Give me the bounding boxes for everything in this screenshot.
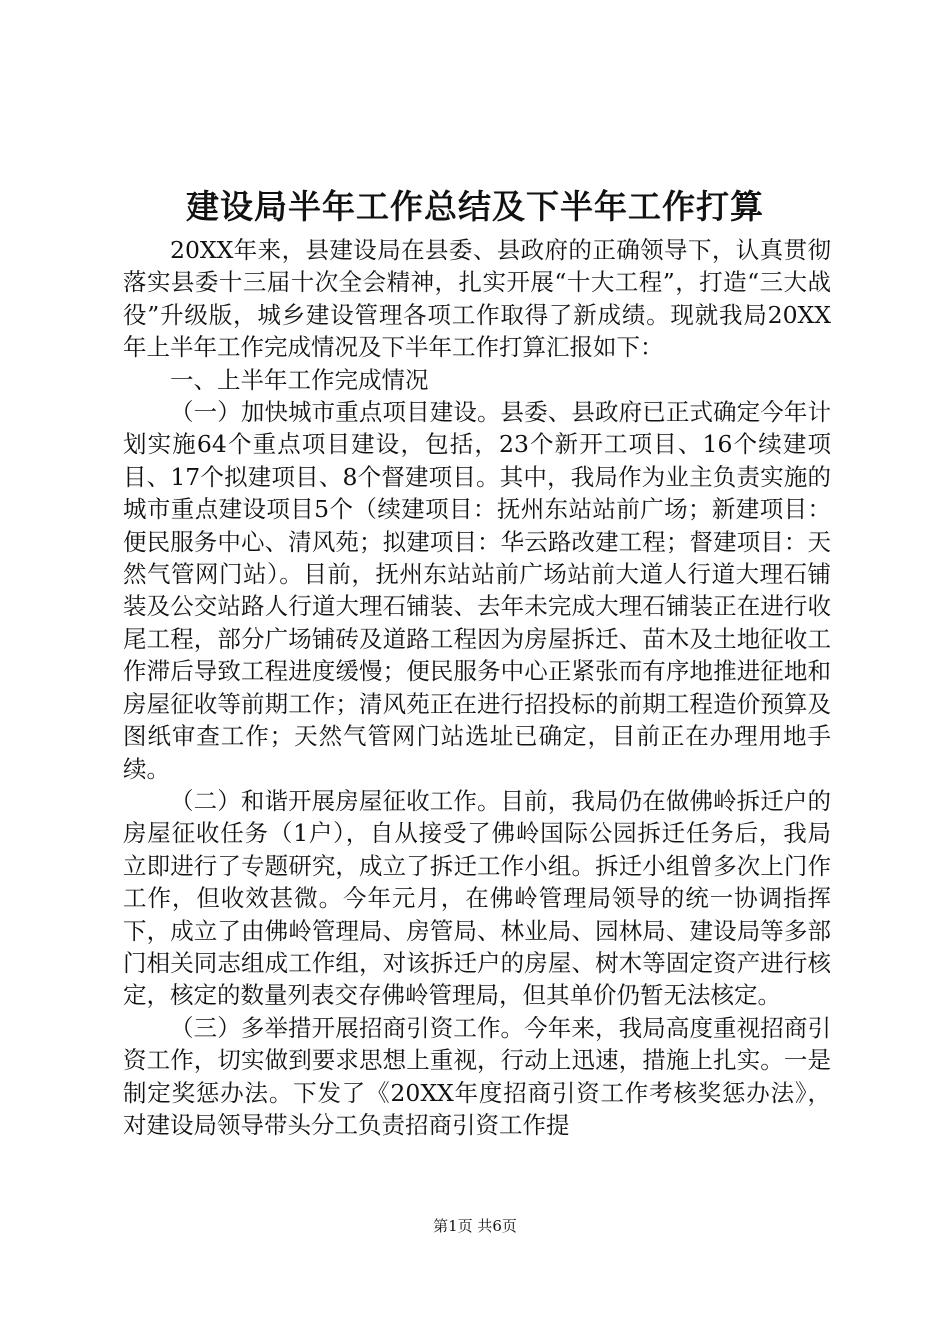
paragraph-house-expropriation: （二）和谐开展房屋征收工作。目前，我局仍在做佛岭拆迁户的房屋征收任务（1户），自从接受了佛岭国际公园拆迁任务后，我局立即进行了专题研究，成立了拆迁工作小组。拆迁小组曾多次上门作工作，但收效甚微。今年元月，在佛岭管理局领导的统一协调指挥下，成立了由佛岭管理局、房管局、林业局、园林局、建设局等多部门相关同志组成工作组，对该拆迁户的房屋、树木等固定资产进行核定，核定的数量列表交存佛岭管理局，但其单价仍暂无法核定。	[123, 786, 831, 1010]
document-body	[123, 234, 831, 1141]
intro-paragraph: 20XX年来，县建设局在县委、县政府的正确领导下，认真贯彻落实县委十三届十次全会精神，扎实开展“十大工程”，打造“三大战役”升级版，城乡建设管理各项工作取得了新成绩。现就我局20XX年上半年工作完成情况及下半年工作打算汇报如下：	[123, 236, 831, 362]
paragraph-investment-attraction: （三）多举措开展招商引资工作。今年来，我局高度重视招商引资工作，切实做到要求思想上重视，行动上迅速，措施上扎实。一是制定奖惩办法。下发了《20XX年度招商引资工作考核奖惩办法》，对建设局领导带头分工负责招商引资工作提	[123, 1013, 831, 1139]
page-number-footer: 第1页 共6页	[433, 1217, 517, 1235]
paragraph-key-projects: （一）加快城市重点项目建设。县委、县政府已正式确定今年计划实施64个重点项目建设，包括，23个新开工项目、16个续建项目、17个拟建项目、8个督建项目。其中，我局作为业主负责实施的城市重点建设项目5个（续建项目：抚州东站站前广场；新建项目：便民服务中心、清风苑；拟建项目：华云路改建工程；督建项目：天然气管网门站）。目前，抚州东站站前广场站前大道人行道大理石铺装及公交站路人行道大理石铺装、去年未完成大理石铺装正在进行收尾工程，部分广场铺砖及道路工程因为房屋拆迁、苗木及土地征收工作滞后导致工程进度缓慢；便民服务中心正紧张而有序地推进征地和房屋征收等前期工作；清风苑正在进行招投标的前期工程造价预算及图纸审查工作；天然气管网门站选址已确定，目前正在办理用地手续。	[123, 398, 831, 783]
section-heading: 一、上半年工作完成情况	[170, 365, 429, 394]
document-title: 建设局半年工作总结及下半年工作打算	[186, 187, 764, 226]
